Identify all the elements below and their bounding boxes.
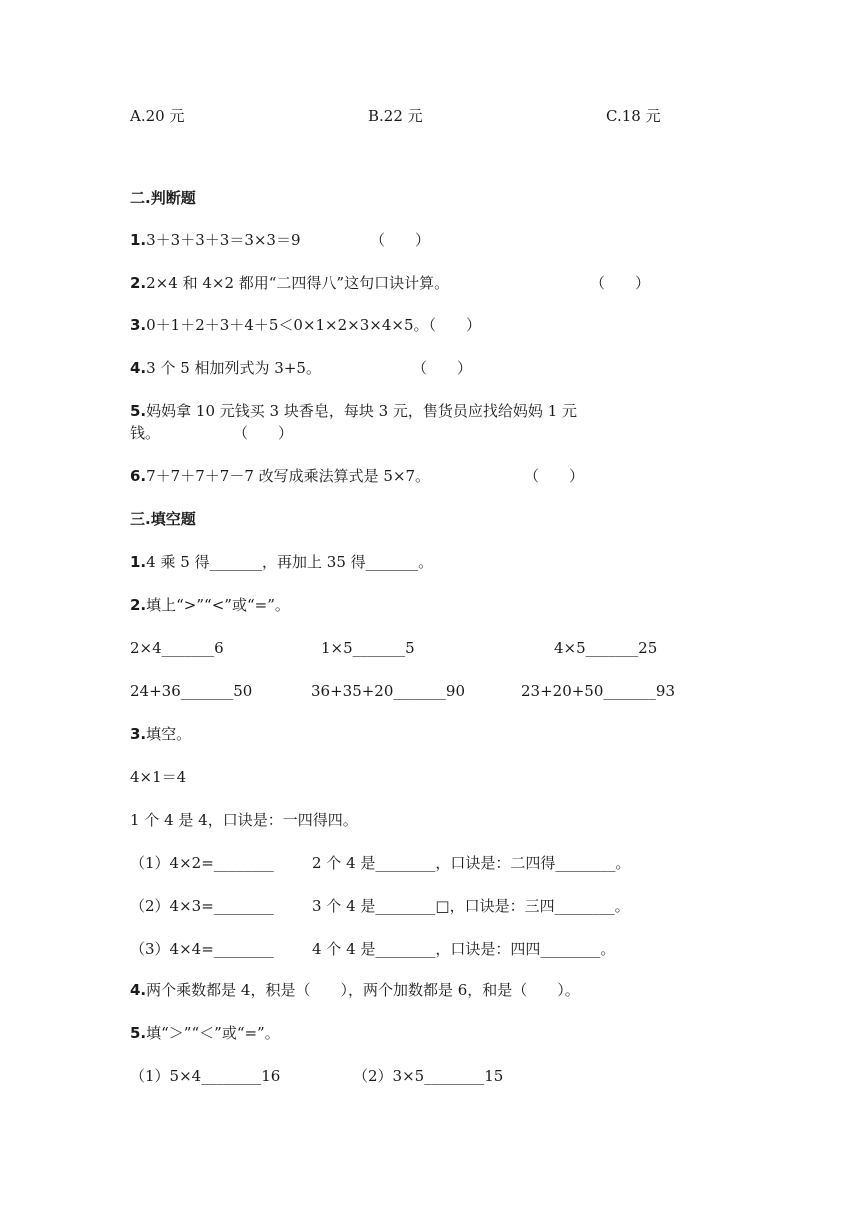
answer-blank: （ ） [233, 424, 294, 442]
answer-blank: （ ） [590, 274, 651, 292]
fill-question-2 [130, 595, 290, 615]
fill-row-2-right: 3 个 4 是________□，口诀是：三四________。 [312, 897, 630, 915]
option-c: C.18 元 [606, 107, 661, 125]
example-equation: 4×1＝4 [130, 768, 187, 786]
compare-expression: （1）5×4________16 [130, 1067, 281, 1085]
item-text: 2×4 和 4×2 都用“二四得八”这句口诀计算。 [146, 274, 450, 292]
judgment-item-1 [130, 230, 301, 250]
item-number: 3. [130, 725, 147, 743]
item-text: 填上“>”“<”或“=”。 [146, 596, 290, 614]
judgment-item-2 [130, 273, 449, 293]
section-title-fill-blank: 三.填空题 [130, 510, 196, 528]
fill-question-1 [130, 552, 433, 572]
item-number: 1. [130, 231, 147, 249]
compare-expression: 2×4_______6 [130, 639, 224, 657]
option-b: B.22 元 [368, 107, 423, 125]
item-text: 妈妈拿 10 元钱买 3 块香皂，每块 3 元，售货员应找给妈妈 1 元 [146, 402, 578, 420]
option-a: A.20 元 [130, 107, 185, 125]
fill-row-3-right: 4 个 4 是________，口诀是：四四________。 [312, 940, 616, 958]
item-number: 2. [130, 274, 147, 292]
item-text: 4 乘 5 得_______，再加上 35 得_______。 [146, 553, 434, 571]
judgment-item-5 [130, 401, 577, 421]
fill-row-1-right: 2 个 4 是________，口诀是：二四得________。 [312, 854, 631, 872]
item-text: 填空。 [146, 725, 192, 743]
answer-blank: （ ） [370, 231, 431, 249]
answer-blank: （ ） [412, 359, 473, 377]
compare-expression: （2）3×5________15 [353, 1067, 504, 1085]
judgment-item-5-continued: 钱。 [130, 424, 161, 442]
judgment-item-4 [130, 358, 321, 378]
item-number: 5. [130, 1024, 147, 1042]
item-number: 4. [130, 981, 147, 999]
fill-question-3 [130, 724, 191, 744]
item-text: 两个乘数都是 4，积是（ ），两个加数都是 6，和是（ ）。 [146, 981, 580, 999]
compare-expression: 36+35+20_______90 [311, 682, 465, 700]
item-text: 7＋7＋7＋7－7 改写成乘法算式是 5×7。 [146, 467, 431, 485]
section-title-judgment: 二.判断题 [130, 189, 196, 207]
item-number: 2. [130, 596, 147, 614]
item-number: 6. [130, 467, 147, 485]
compare-expression: 4×5_______25 [554, 639, 658, 657]
fill-row-1-left: （1）4×2=________ [130, 854, 274, 872]
fill-row-2-left: （2）4×3=________ [130, 897, 274, 915]
answer-blank: （ ） [524, 467, 585, 485]
judgment-item-6 [130, 466, 430, 486]
item-text: 3 个 5 相加列式为 3+5。 [146, 359, 321, 377]
compare-expression: 1×5_______5 [321, 639, 415, 657]
fill-question-5 [130, 1023, 280, 1043]
item-text: 填“＞”“＜”或“=”。 [146, 1024, 280, 1042]
compare-expression: 24+36_______50 [130, 682, 253, 700]
compare-expression: 23+20+50_______93 [521, 682, 675, 700]
fill-question-4 [130, 980, 580, 1000]
example-rhyme: 1 个 4 是 4，口诀是：一四得四。 [130, 811, 358, 829]
item-number: 5. [130, 402, 147, 420]
item-number: 1. [130, 553, 147, 571]
item-number: 3. [130, 316, 147, 334]
item-number: 4. [130, 359, 147, 377]
item-text: 3＋3＋3＋3＝3×3＝9 [146, 231, 301, 249]
fill-row-3-left: （3）4×4=________ [130, 940, 274, 958]
judgment-item-3 [130, 315, 481, 335]
item-text: 0＋1＋2＋3＋4＋5＜0×1×2×3×4×5。（ ） [146, 316, 482, 334]
